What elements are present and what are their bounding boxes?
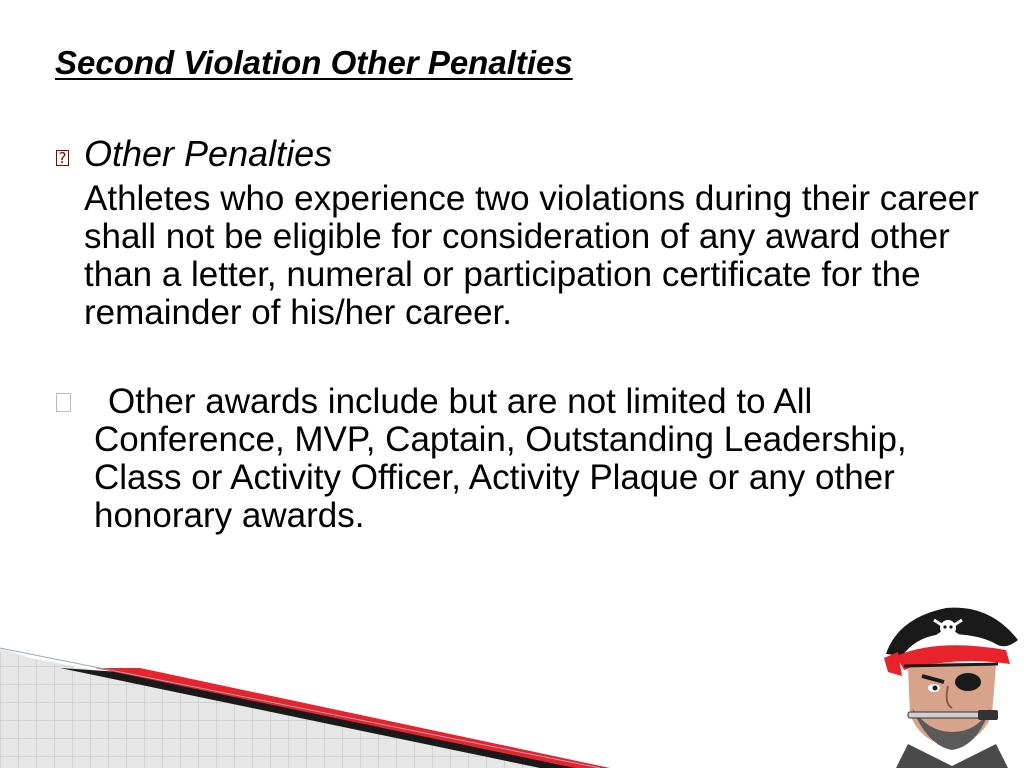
bullet-heading: Other Penalties — [84, 133, 333, 174]
bullet-box-icon: ? — [56, 150, 69, 166]
pirate-mascot-logo — [878, 604, 1024, 768]
slide-title: Second Violation Other Penalties — [55, 44, 573, 81]
bullet-text: Other awards include but are not limited to All Conference, MVP, Captain, Outstanding Leadership, Class or Activity Officer, Activity Plaque or any other honorary awards. — [94, 382, 907, 535]
bullet-text: Athletes who experience two violations during their career shall not be eligible for consideration of any award other than a letter, numeral or participation certificate for the remainder of his/her career. — [84, 179, 979, 332]
